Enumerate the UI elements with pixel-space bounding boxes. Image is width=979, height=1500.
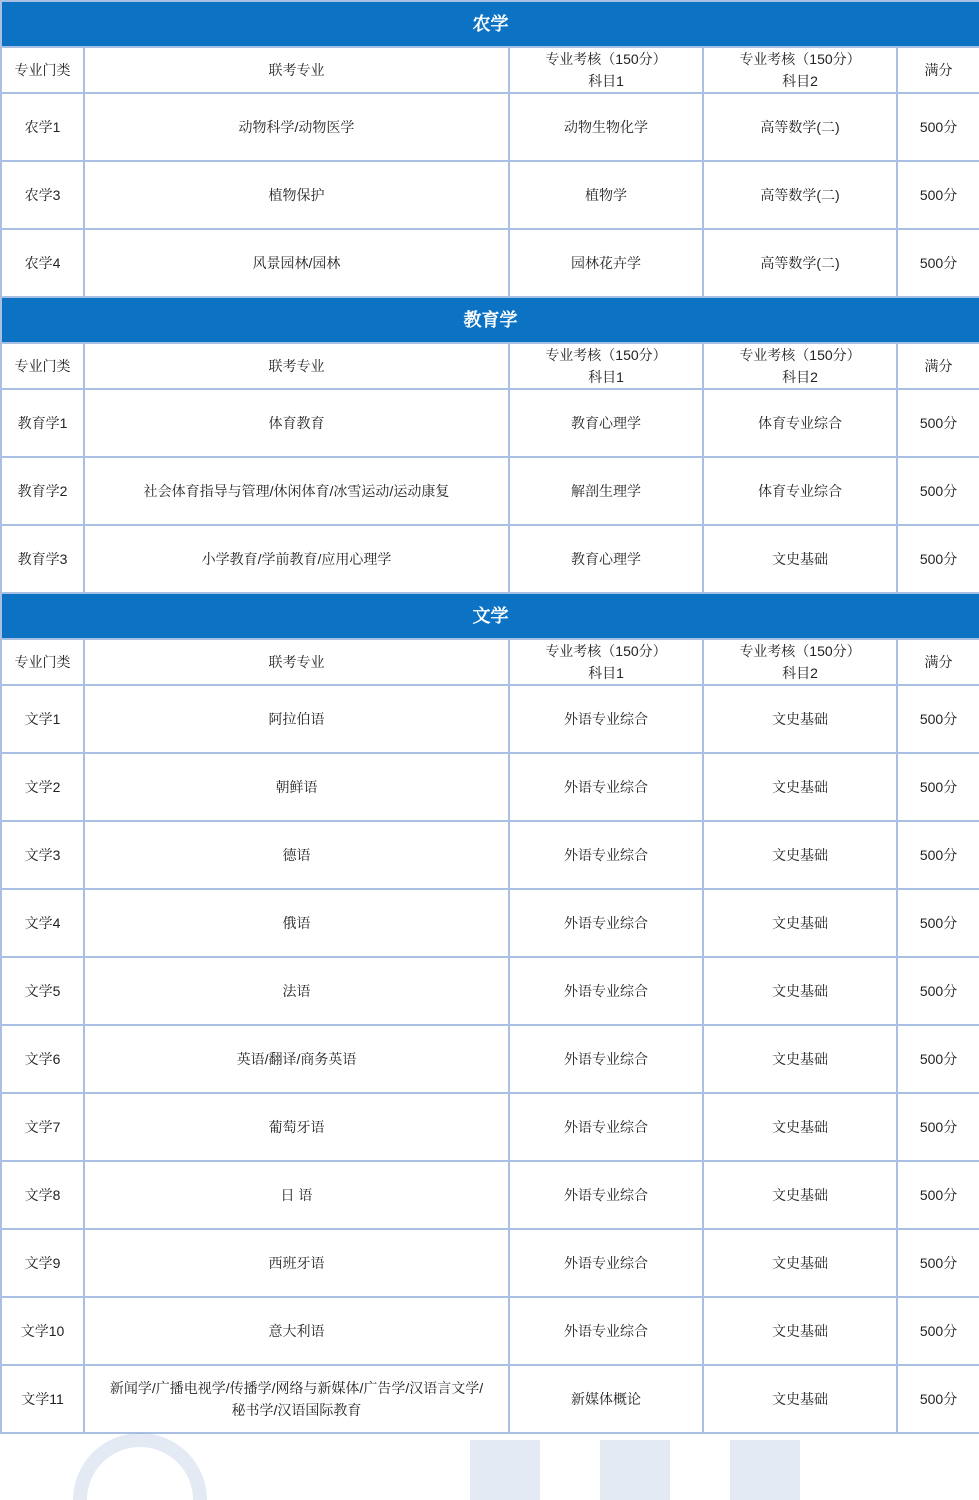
cell-major: 小学教育/学前教育/应用心理学: [84, 525, 509, 593]
cell-subject2: 文史基础: [703, 821, 897, 889]
column-header-row: [1, 47, 979, 93]
cell-subject2: 高等数学(二): [703, 161, 897, 229]
header-major: 联考专业: [84, 639, 509, 685]
cell-subject2: 文史基础: [703, 685, 897, 753]
section-title: 文学: [1, 593, 979, 639]
cell-full-score: 500分: [897, 1297, 979, 1365]
cell-full-score: 500分: [897, 1365, 979, 1433]
header-subject2-line2: 科目2: [782, 369, 818, 385]
cell-subject2: 文史基础: [703, 957, 897, 1025]
cell-subject1: 外语专业综合: [509, 1229, 703, 1297]
table-row: [1, 93, 979, 161]
table-row: [1, 525, 979, 593]
cell-subject1: 外语专业综合: [509, 1093, 703, 1161]
cell-subject2: 文史基础: [703, 1229, 897, 1297]
cell-major: 体育教育: [84, 389, 509, 457]
cell-subject1: 解剖生理学: [509, 457, 703, 525]
cell-subject1: 外语专业综合: [509, 1297, 703, 1365]
cell-major: 朝鲜语: [84, 753, 509, 821]
table-row: [1, 1365, 979, 1433]
header-category: 专业门类: [1, 343, 84, 389]
cell-category: 教育学2: [1, 457, 84, 525]
watermark-ring-shape: [80, 1440, 200, 1500]
cell-full-score: 500分: [897, 889, 979, 957]
cell-subject1: 外语专业综合: [509, 685, 703, 753]
header-subject1: [509, 343, 703, 389]
cell-subject2: 文史基础: [703, 1161, 897, 1229]
cell-subject1: 动物生物化学: [509, 93, 703, 161]
cell-subject1: 外语专业综合: [509, 1161, 703, 1229]
cell-subject2: 文史基础: [703, 753, 897, 821]
header-subject1: [509, 639, 703, 685]
cell-full-score: 500分: [897, 389, 979, 457]
cell-major: 动物科学/动物医学: [84, 93, 509, 161]
header-subject2-line2: 科目2: [782, 665, 818, 681]
table-row: [1, 753, 979, 821]
cell-subject1: 外语专业综合: [509, 1025, 703, 1093]
cell-subject2: 高等数学(二): [703, 229, 897, 297]
table-row: [1, 1161, 979, 1229]
cell-major-line2: 秘书学/汉语国际教育: [231, 1402, 362, 1418]
cell-full-score: 500分: [897, 525, 979, 593]
cell-major: 阿拉伯语: [84, 685, 509, 753]
cell-category: 文学6: [1, 1025, 84, 1093]
cell-major: [84, 1365, 509, 1433]
table-row: [1, 229, 979, 297]
header-subject1: [509, 47, 703, 93]
section-header-education: [1, 297, 979, 343]
header-subject2-line1: 专业考核（150分）: [739, 643, 861, 659]
cell-major: 风景园林/园林: [84, 229, 509, 297]
cell-full-score: 500分: [897, 957, 979, 1025]
header-subject1-line1: 专业考核（150分）: [545, 51, 667, 67]
table-row: [1, 821, 979, 889]
cell-full-score: 500分: [897, 457, 979, 525]
column-header-row: [1, 343, 979, 389]
header-major: 联考专业: [84, 47, 509, 93]
cell-major: 法语: [84, 957, 509, 1025]
cell-subject1: 教育心理学: [509, 525, 703, 593]
cell-subject2: 高等数学(二): [703, 93, 897, 161]
cell-category: 文学4: [1, 889, 84, 957]
cell-full-score: 500分: [897, 1229, 979, 1297]
cell-full-score: 500分: [897, 753, 979, 821]
header-subject1-line1: 专业考核（150分）: [545, 347, 667, 363]
cell-major: 社会体育指导与管理/休闲体育/冰雪运动/运动康复: [84, 457, 509, 525]
cell-category: 文学9: [1, 1229, 84, 1297]
header-subject2: [703, 47, 897, 93]
cell-category: 农学1: [1, 93, 84, 161]
cell-subject1: 新媒体概论: [509, 1365, 703, 1433]
table-row: [1, 389, 979, 457]
header-full-score: 满分: [897, 343, 979, 389]
section-title: 农学: [1, 1, 979, 47]
table-row: [1, 889, 979, 957]
cell-major: 德语: [84, 821, 509, 889]
cell-full-score: 500分: [897, 1025, 979, 1093]
cell-major: 英语/翻译/商务英语: [84, 1025, 509, 1093]
section-header-agriculture: [1, 1, 979, 47]
cell-subject1: 教育心理学: [509, 389, 703, 457]
section-header-literature: [1, 593, 979, 639]
cell-subject2: 文史基础: [703, 1025, 897, 1093]
cell-category: 文学7: [1, 1093, 84, 1161]
cell-full-score: 500分: [897, 161, 979, 229]
table-row: [1, 161, 979, 229]
cell-subject1: 外语专业综合: [509, 957, 703, 1025]
cell-subject2: 文史基础: [703, 1297, 897, 1365]
header-subject2-line2: 科目2: [782, 73, 818, 89]
cell-category: 教育学1: [1, 389, 84, 457]
cell-category: 文学8: [1, 1161, 84, 1229]
cell-full-score: 500分: [897, 229, 979, 297]
watermark-block-shape: [600, 1440, 670, 1500]
cell-category: 文学3: [1, 821, 84, 889]
header-subject2-line1: 专业考核（150分）: [739, 51, 861, 67]
watermark-block-shape: [730, 1440, 800, 1500]
cell-full-score: 500分: [897, 821, 979, 889]
watermark-block-shape: [470, 1440, 540, 1500]
header-category: 专业门类: [1, 639, 84, 685]
table-row: [1, 457, 979, 525]
header-subject2: [703, 639, 897, 685]
header-subject1-line2: 科目1: [588, 369, 624, 385]
cell-full-score: 500分: [897, 93, 979, 161]
cell-subject1: 植物学: [509, 161, 703, 229]
cell-subject1: 园林花卉学: [509, 229, 703, 297]
column-header-row: [1, 639, 979, 685]
header-subject1-line1: 专业考核（150分）: [545, 643, 667, 659]
header-subject2: [703, 343, 897, 389]
cell-category: 农学3: [1, 161, 84, 229]
cell-subject2: 文史基础: [703, 1093, 897, 1161]
table-row: [1, 685, 979, 753]
table-row: [1, 1297, 979, 1365]
header-full-score: 满分: [897, 639, 979, 685]
cell-category: 文学5: [1, 957, 84, 1025]
cell-major: 日 语: [84, 1161, 509, 1229]
header-subject1-line2: 科目1: [588, 73, 624, 89]
cell-major-line1: 新闻学/广播电视学/传播学/网络与新媒体/广告学/汉语言文学/: [109, 1380, 484, 1396]
table-row: [1, 1025, 979, 1093]
cell-major: 西班牙语: [84, 1229, 509, 1297]
cell-full-score: 500分: [897, 1093, 979, 1161]
cell-subject1: 外语专业综合: [509, 821, 703, 889]
cell-subject1: 外语专业综合: [509, 753, 703, 821]
cell-subject2: 文史基础: [703, 525, 897, 593]
cell-category: 文学2: [1, 753, 84, 821]
cell-major: 意大利语: [84, 1297, 509, 1365]
cell-major: 植物保护: [84, 161, 509, 229]
cell-major: 俄语: [84, 889, 509, 957]
cell-category: 文学10: [1, 1297, 84, 1365]
header-full-score: 满分: [897, 47, 979, 93]
table-row: [1, 1229, 979, 1297]
cell-full-score: 500分: [897, 685, 979, 753]
cell-category: 文学11: [1, 1365, 84, 1433]
cell-category: 教育学3: [1, 525, 84, 593]
cell-full-score: 500分: [897, 1161, 979, 1229]
cell-subject2: 文史基础: [703, 889, 897, 957]
cell-subject2: 体育专业综合: [703, 457, 897, 525]
cell-subject1: 外语专业综合: [509, 889, 703, 957]
cell-subject2: 体育专业综合: [703, 389, 897, 457]
header-subject2-line1: 专业考核（150分）: [739, 347, 861, 363]
cell-category: 农学4: [1, 229, 84, 297]
header-major: 联考专业: [84, 343, 509, 389]
cell-subject2: 文史基础: [703, 1365, 897, 1433]
header-subject1-line2: 科目1: [588, 665, 624, 681]
cell-category: 文学1: [1, 685, 84, 753]
table-row: [1, 957, 979, 1025]
table-row: [1, 1093, 979, 1161]
header-category: 专业门类: [1, 47, 84, 93]
section-title: 教育学: [1, 297, 979, 343]
cell-major: 葡萄牙语: [84, 1093, 509, 1161]
